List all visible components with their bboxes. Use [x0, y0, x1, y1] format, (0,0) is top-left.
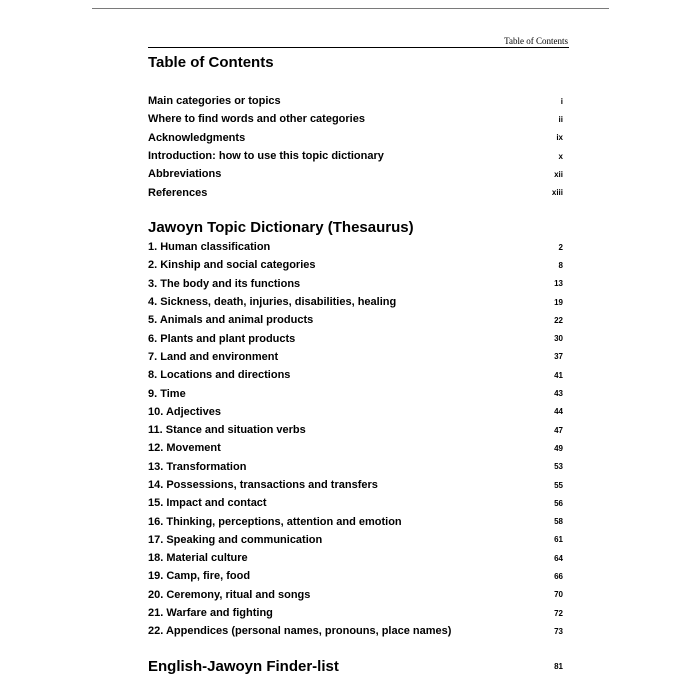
toc-entry-page: 44 [554, 407, 563, 417]
toc-entry-page: 19 [554, 297, 563, 307]
toc-entry-label: 4. Sickness, death, injuries, disabilities, healing [148, 296, 397, 309]
dictionary-heading: Jawoyn Topic Dictionary (Thesaurus) [148, 219, 414, 236]
toc-entry-page: 43 [554, 389, 563, 399]
finder-list-page: 81 [554, 661, 563, 671]
chapter-entry[interactable] [148, 403, 563, 421]
toc-entry-label: 20. Ceremony, ritual and songs [148, 588, 311, 601]
toc-entry-page: 2 [558, 242, 563, 252]
toc-entry-label: Introduction: how to use this topic dictionary [148, 150, 384, 163]
toc-entry-label: 15. Impact and contact [148, 497, 267, 510]
toc-entry-page: 13 [554, 279, 563, 289]
toc-entry-label: 17. Speaking and communication [148, 533, 323, 546]
toc-entry-label: 7. Land and environment [148, 350, 279, 363]
chapter-entry[interactable] [148, 622, 563, 640]
chapter-entry[interactable] [148, 439, 563, 457]
chapter-entry[interactable] [148, 567, 563, 585]
toc-entry-page: ix [556, 133, 563, 143]
toc-entry-label: Abbreviations [148, 168, 222, 181]
toc-entry-label: Main categories or topics [148, 95, 281, 108]
chapter-entry[interactable] [148, 494, 563, 512]
toc-entry-label: 18. Material culture [148, 552, 248, 565]
chapter-entry[interactable] [148, 366, 563, 384]
toc-entry-page: 56 [554, 498, 563, 508]
chapter-entry[interactable] [148, 549, 563, 567]
front-matter-entry[interactable] [148, 147, 563, 165]
toc-entry-page: 41 [554, 370, 563, 380]
toc-entry-label: 1. Human classification [148, 241, 271, 254]
toc-entry-page: 49 [554, 443, 563, 453]
toc-entry-page: 55 [554, 480, 563, 490]
toc-entry-label: 9. Time [148, 387, 186, 400]
chapter-list [148, 238, 563, 641]
chapter-entry[interactable] [148, 512, 563, 530]
toc-entry-page: 37 [554, 352, 563, 362]
header-rule [148, 47, 569, 48]
toc-entry-label: 6. Plants and plant products [148, 332, 296, 345]
chapter-entry[interactable] [148, 384, 563, 402]
toc-entry-label: 11. Stance and situation verbs [148, 424, 306, 437]
toc-entry-label: References [148, 186, 208, 199]
running-header: Table of Contents [504, 36, 568, 46]
chapter-entry[interactable] [148, 275, 563, 293]
chapter-entry[interactable] [148, 531, 563, 549]
toc-entry-label: 8. Locations and directions [148, 369, 291, 382]
toc-entry-page: 64 [554, 553, 563, 563]
toc-entry-label: 3. The body and its functions [148, 277, 301, 290]
chapter-entry[interactable] [148, 458, 563, 476]
toc-entry-page: 53 [554, 462, 563, 472]
chapter-entry[interactable] [148, 293, 563, 311]
toc-entry-page: 72 [554, 608, 563, 618]
toc-entry-label: 12. Movement [148, 442, 221, 455]
chapter-entry[interactable] [148, 348, 563, 366]
toc-entry-page: 73 [554, 626, 563, 636]
chapter-entry[interactable] [148, 421, 563, 439]
toc-entry-label: 2. Kinship and social categories [148, 259, 316, 272]
front-matter-entry[interactable] [148, 129, 563, 147]
toc-entry-page: 58 [554, 517, 563, 527]
toc-entry-page: xiii [551, 188, 563, 198]
chapter-entry[interactable] [148, 329, 563, 347]
toc-title: Table of Contents [148, 54, 274, 71]
chapter-entry[interactable] [148, 311, 563, 329]
toc-entry-page: 70 [554, 590, 563, 600]
toc-entry-page: x [558, 151, 563, 161]
toc-entry-page: xii [554, 169, 563, 179]
finder-list-entry[interactable] [148, 656, 563, 676]
toc-entry-page: 22 [554, 315, 563, 325]
chapter-entry[interactable] [148, 604, 563, 622]
page-top-border [92, 8, 609, 9]
toc-entry-label: 13. Transformation [148, 460, 247, 473]
toc-entry-label: 19. Camp, fire, food [148, 570, 251, 583]
toc-entry-page: 47 [554, 425, 563, 435]
toc-entry-label: 5. Animals and animal products [148, 314, 314, 327]
toc-entry-page: 66 [554, 571, 563, 581]
toc-entry-page: 8 [558, 260, 563, 270]
toc-entry-label: 14. Possessions, transactions and transfers [148, 479, 378, 491]
toc-entry-label: 21. Warfare and fighting [148, 607, 273, 620]
chapter-entry[interactable] [148, 256, 563, 274]
chapter-entry[interactable] [148, 238, 563, 256]
toc-entry-page: i [560, 96, 563, 106]
toc-entry-label: Acknowledgments [148, 131, 246, 144]
chapter-entry[interactable] [148, 586, 563, 604]
toc-entry-page: 30 [554, 334, 563, 344]
front-matter-list [148, 92, 563, 202]
toc-entry-page: ii [558, 114, 563, 124]
chapter-entry[interactable] [148, 476, 563, 494]
toc-entry-page: 61 [554, 535, 563, 545]
front-matter-entry[interactable] [148, 165, 563, 183]
toc-entry-label: 22. Appendices (personal names, pronouns, place names) [148, 625, 452, 638]
front-matter-entry[interactable] [148, 92, 563, 110]
front-matter-entry[interactable] [148, 110, 563, 128]
toc-entry-label: 16. Thinking, perceptions, attention and emotion [148, 515, 402, 528]
front-matter-entry[interactable] [148, 183, 563, 201]
toc-entry-label: Where to find words and other categories [148, 113, 365, 126]
finder-list-label: English-Jawoyn Finder-list [148, 657, 339, 675]
toc-entry-label: 10. Adjectives [148, 405, 221, 418]
